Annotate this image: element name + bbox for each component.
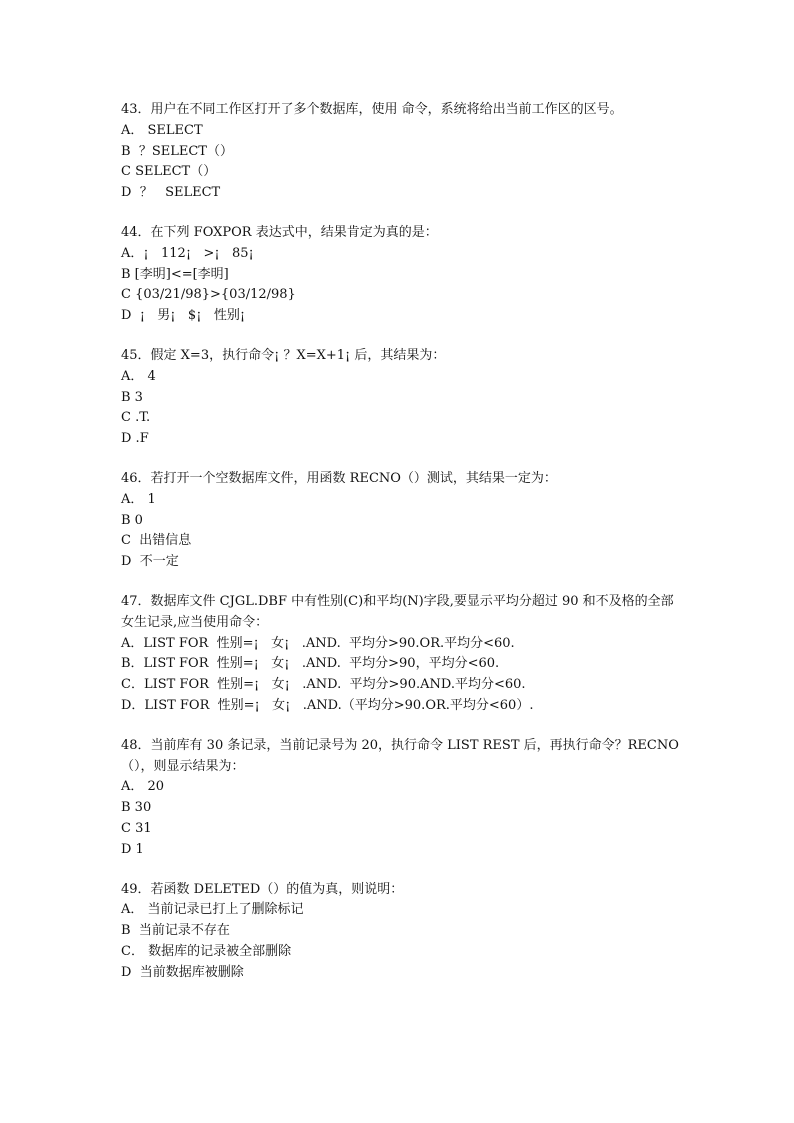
option-b: B [李明]<=[李明] <box>121 266 229 282</box>
option-d: D．LIST FOR 性别=¡ 女¡ .AND.（平均分>90.OR.平均分<60）. <box>121 697 534 713</box>
option-a: A． 4 <box>121 368 156 384</box>
question-46 <box>121 469 681 573</box>
question-48 <box>121 736 681 861</box>
option-d: D ？ SELECT <box>121 185 221 201</box>
option-b: B 30 <box>121 800 152 816</box>
option-c: C {03/21/98}>{03/12/98} <box>121 287 296 303</box>
option-a: A． 20 <box>121 779 165 795</box>
question-44 <box>121 223 681 327</box>
option-a: A． SELECT <box>121 122 203 138</box>
option-a: A．LIST FOR 性别=¡ 女¡ .AND. 平均分>90.OR.平均分<60. <box>121 635 515 651</box>
option-c: C .T. <box>121 410 151 426</box>
question-list <box>121 100 681 1002</box>
option-b: B 当前记录不存在 <box>121 923 230 939</box>
option-a: A．¡ 112¡ >¡ 85¡ <box>121 245 254 261</box>
option-c: C． 数据库的记录被全部删除 <box>121 943 292 959</box>
option-d: D 1 <box>121 841 144 857</box>
question-stem: 49．若函数 DELETED（）的值为真，则说明： <box>121 881 404 897</box>
option-b: B．LIST FOR 性别=¡ 女¡ .AND. 平均分>90，平均分<60. <box>121 656 500 672</box>
option-c: C SELECT（） <box>121 164 217 180</box>
option-d: D ¡ 男¡ $¡ 性别¡ <box>121 308 246 324</box>
question-49 <box>121 880 681 984</box>
option-a: A． 当前记录已打上了删除标记 <box>121 902 304 918</box>
question-45 <box>121 346 681 450</box>
option-a: A． 1 <box>121 491 156 507</box>
question-47 <box>121 592 681 717</box>
question-stem: 43．用户在不同工作区打开了多个数据库，使用 命令，系统将给出当前工作区的区号。 <box>121 102 623 117</box>
option-c: C 31 <box>121 820 152 836</box>
option-b: B 3 <box>121 389 143 405</box>
option-b: B 0 <box>121 512 143 528</box>
option-c: C．LIST FOR 性别=¡ 女¡ .AND. 平均分>90.AND.平均分<60. <box>121 677 526 693</box>
option-c: C 出错信息 <box>121 533 192 549</box>
option-d: D 当前数据库被删除 <box>121 964 244 980</box>
question-stem: 48．当前库有 30 条记录，当前记录号为 20，执行命令 LIST REST 后，再执行命令？RECNO（），则显示结果为： <box>121 737 679 774</box>
option-d: D 不一定 <box>121 554 179 570</box>
option-b: B ？SELECT（） <box>121 143 233 159</box>
question-stem: 44．在下列 FOXPOR 表达式中，结果肯定为真的是： <box>121 224 438 240</box>
question-stem: 45．假定 X=3，执行命令¡ ？X=X+1¡ 后，其结果为： <box>121 347 446 363</box>
question-stem: 46．若打开一个空数据库文件，用函数 RECNO（）测试，其结果一定为： <box>121 470 557 486</box>
option-d: D .F <box>121 431 149 447</box>
question-stem: 47．数据库文件 CJGL.DBF 中有性别(C)和平均(N)字段,要显示平均分超过 90 和不及格的全部女生记录,应当使用命令： <box>121 593 674 630</box>
question-43 <box>121 100 681 204</box>
